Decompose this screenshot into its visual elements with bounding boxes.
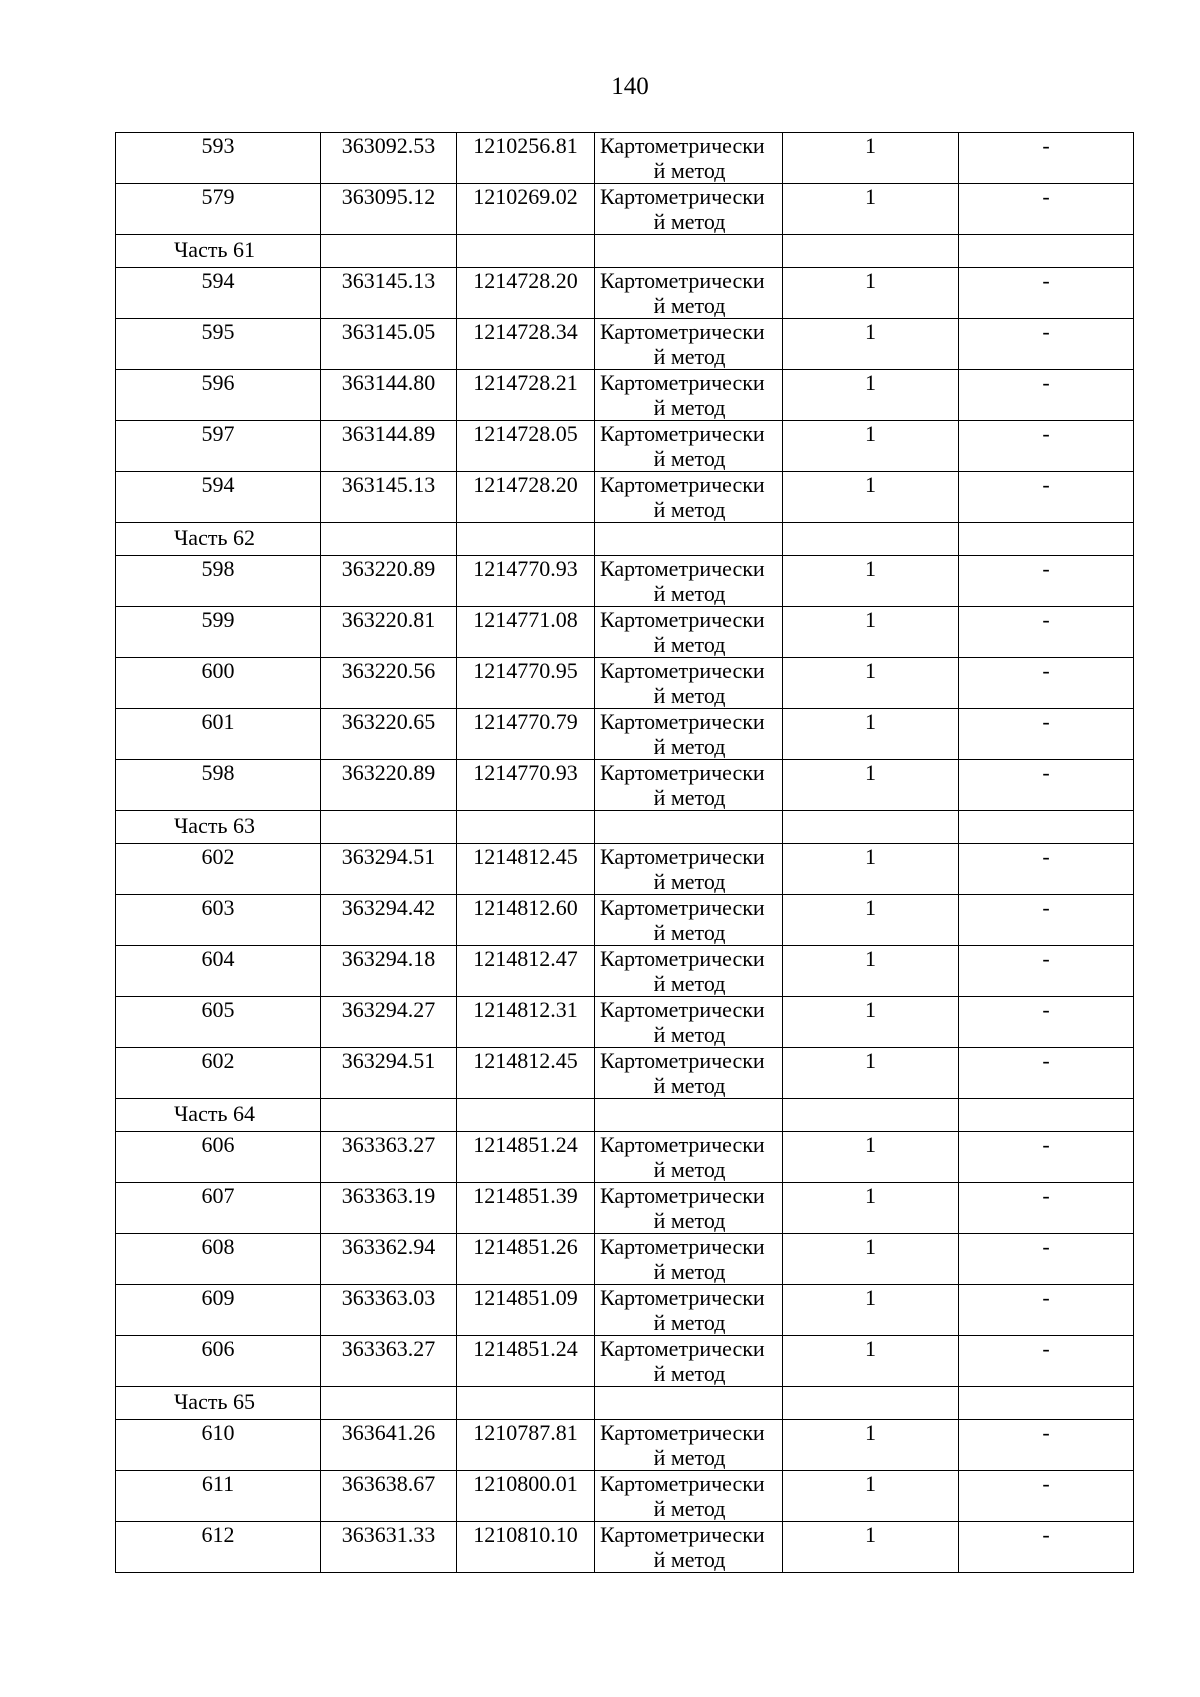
method-cell: [595, 1522, 783, 1573]
method-cell: [595, 1234, 783, 1285]
method-text-line1: Картометрически: [600, 946, 765, 971]
y-coordinate-cell: 1214770.93: [457, 556, 595, 607]
y-coordinate-cell: 1214771.08: [457, 607, 595, 658]
method-text-line2: й метод: [653, 395, 726, 419]
y-coordinate-cell: 1210800.01: [457, 1471, 595, 1522]
table-row: [116, 1336, 1134, 1387]
method-text-line1: Картометрически: [600, 1132, 765, 1157]
note-cell: -: [959, 1234, 1134, 1285]
empty-cell: [457, 811, 595, 844]
x-coordinate-cell: 363095.12: [321, 184, 457, 235]
y-coordinate-cell: 1214812.47: [457, 946, 595, 997]
method-text-line2: й метод: [653, 971, 726, 995]
method-text-line1: Картометрически: [600, 1336, 765, 1361]
point-number-cell: 604: [116, 946, 321, 997]
y-coordinate-cell: 1210269.02: [457, 184, 595, 235]
note-cell: -: [959, 268, 1134, 319]
empty-cell: [457, 1099, 595, 1132]
table-row: [116, 1285, 1134, 1336]
table-row: [116, 556, 1134, 607]
empty-cell: [321, 523, 457, 556]
point-number-cell: 579: [116, 184, 321, 235]
method-text-line2: й метод: [653, 1496, 726, 1520]
note-cell: -: [959, 319, 1134, 370]
method-text-line1: Картометрически: [600, 760, 765, 785]
table-row: [116, 1420, 1134, 1471]
y-coordinate-cell: 1214851.24: [457, 1336, 595, 1387]
point-number-cell: 603: [116, 895, 321, 946]
accuracy-cell: 1: [783, 997, 959, 1048]
note-cell: -: [959, 658, 1134, 709]
note-cell: -: [959, 1048, 1134, 1099]
method-cell: [595, 844, 783, 895]
accuracy-cell: 1: [783, 133, 959, 184]
method-text-line2: й метод: [653, 1208, 726, 1232]
x-coordinate-cell: 363144.80: [321, 370, 457, 421]
table-row: [116, 421, 1134, 472]
part-header-row: [116, 811, 1134, 844]
part-label: Часть 65: [116, 1387, 321, 1420]
empty-cell: [595, 235, 783, 268]
table-row: [116, 1471, 1134, 1522]
x-coordinate-cell: 363294.51: [321, 1048, 457, 1099]
x-coordinate-cell: 363220.89: [321, 556, 457, 607]
accuracy-cell: 1: [783, 709, 959, 760]
method-cell: [595, 1420, 783, 1471]
accuracy-cell: 1: [783, 268, 959, 319]
method-text-line1: Картометрически: [600, 184, 765, 209]
note-cell: -: [959, 1471, 1134, 1522]
method-text-line2: й метод: [653, 785, 726, 809]
method-text-line1: Картометрически: [600, 1234, 765, 1259]
empty-cell: [457, 523, 595, 556]
method-cell: [595, 268, 783, 319]
point-number-cell: 597: [116, 421, 321, 472]
table-row: [116, 658, 1134, 709]
method-cell: [595, 1048, 783, 1099]
point-number-cell: 598: [116, 556, 321, 607]
accuracy-cell: 1: [783, 1048, 959, 1099]
accuracy-cell: 1: [783, 421, 959, 472]
method-cell: [595, 946, 783, 997]
table-row: [116, 319, 1134, 370]
method-text-line2: й метод: [653, 920, 726, 944]
empty-cell: [457, 1387, 595, 1420]
method-cell: [595, 1183, 783, 1234]
y-coordinate-cell: 1214770.95: [457, 658, 595, 709]
y-coordinate-cell: 1214770.93: [457, 760, 595, 811]
y-coordinate-cell: 1214812.31: [457, 997, 595, 1048]
note-cell: -: [959, 184, 1134, 235]
method-text-line2: й метод: [653, 1547, 726, 1571]
method-text-line1: Картометрически: [600, 1522, 765, 1547]
empty-cell: [321, 1387, 457, 1420]
method-cell: [595, 1132, 783, 1183]
accuracy-cell: 1: [783, 1522, 959, 1573]
accuracy-cell: 1: [783, 844, 959, 895]
y-coordinate-cell: 1210810.10: [457, 1522, 595, 1573]
y-coordinate-cell: 1214851.09: [457, 1285, 595, 1336]
point-number-cell: 594: [116, 472, 321, 523]
method-text-line1: Картометрически: [600, 421, 765, 446]
note-cell: -: [959, 556, 1134, 607]
method-cell: [595, 421, 783, 472]
table-row: [116, 1234, 1134, 1285]
empty-cell: [595, 811, 783, 844]
y-coordinate-cell: 1214728.21: [457, 370, 595, 421]
point-number-cell: 598: [116, 760, 321, 811]
x-coordinate-cell: 363294.27: [321, 997, 457, 1048]
method-cell: [595, 709, 783, 760]
table-row: [116, 184, 1134, 235]
x-coordinate-cell: 363638.67: [321, 1471, 457, 1522]
method-cell: [595, 760, 783, 811]
accuracy-cell: 1: [783, 658, 959, 709]
method-cell: [595, 184, 783, 235]
x-coordinate-cell: 363631.33: [321, 1522, 457, 1573]
method-text-line2: й метод: [653, 158, 726, 182]
empty-cell: [783, 1099, 959, 1132]
method-cell: [595, 895, 783, 946]
part-header-row: [116, 235, 1134, 268]
accuracy-cell: 1: [783, 1285, 959, 1336]
note-cell: -: [959, 946, 1134, 997]
method-text-line1: Картометрически: [600, 1285, 765, 1310]
x-coordinate-cell: 363220.89: [321, 760, 457, 811]
table-row: [116, 760, 1134, 811]
x-coordinate-cell: 363294.18: [321, 946, 457, 997]
note-cell: -: [959, 133, 1134, 184]
table-row: [116, 370, 1134, 421]
x-coordinate-cell: 363294.42: [321, 895, 457, 946]
method-text-line2: й метод: [653, 683, 726, 707]
table-row: [116, 997, 1134, 1048]
empty-cell: [783, 1387, 959, 1420]
point-number-cell: 602: [116, 844, 321, 895]
empty-cell: [959, 1387, 1134, 1420]
x-coordinate-cell: 363220.81: [321, 607, 457, 658]
note-cell: -: [959, 1183, 1134, 1234]
method-cell: [595, 556, 783, 607]
note-cell: -: [959, 421, 1134, 472]
method-cell: [595, 370, 783, 421]
note-cell: -: [959, 895, 1134, 946]
point-number-cell: 596: [116, 370, 321, 421]
method-text-line2: й метод: [653, 497, 726, 521]
method-text-line1: Картометрически: [600, 1183, 765, 1208]
accuracy-cell: 1: [783, 184, 959, 235]
coordinates-table: [115, 132, 1134, 1573]
part-header-row: [116, 523, 1134, 556]
point-number-cell: 601: [116, 709, 321, 760]
method-text-line2: й метод: [653, 1361, 726, 1385]
method-text-line1: Картометрически: [600, 472, 765, 497]
accuracy-cell: 1: [783, 556, 959, 607]
y-coordinate-cell: 1214851.24: [457, 1132, 595, 1183]
accuracy-cell: 1: [783, 760, 959, 811]
method-text-line2: й метод: [653, 1073, 726, 1097]
note-cell: -: [959, 1285, 1134, 1336]
empty-cell: [595, 523, 783, 556]
point-number-cell: 609: [116, 1285, 321, 1336]
empty-cell: [321, 1099, 457, 1132]
method-text-line1: Картометрически: [600, 370, 765, 395]
x-coordinate-cell: 363363.19: [321, 1183, 457, 1234]
empty-cell: [321, 811, 457, 844]
point-number-cell: 602: [116, 1048, 321, 1099]
method-text-line1: Картометрически: [600, 709, 765, 734]
accuracy-cell: 1: [783, 1420, 959, 1471]
method-text-line1: Картометрически: [600, 607, 765, 632]
part-header-row: [116, 1099, 1134, 1132]
accuracy-cell: 1: [783, 1336, 959, 1387]
table-row: [116, 1183, 1134, 1234]
x-coordinate-cell: 363092.53: [321, 133, 457, 184]
part-label: Часть 64: [116, 1099, 321, 1132]
table-row: [116, 607, 1134, 658]
part-label: Часть 63: [116, 811, 321, 844]
point-number-cell: 593: [116, 133, 321, 184]
x-coordinate-cell: 363220.65: [321, 709, 457, 760]
empty-cell: [457, 235, 595, 268]
accuracy-cell: 1: [783, 607, 959, 658]
table-row: [116, 133, 1134, 184]
x-coordinate-cell: 363145.13: [321, 472, 457, 523]
x-coordinate-cell: 363145.13: [321, 268, 457, 319]
accuracy-cell: 1: [783, 946, 959, 997]
note-cell: -: [959, 709, 1134, 760]
accuracy-cell: 1: [783, 1132, 959, 1183]
x-coordinate-cell: 363220.56: [321, 658, 457, 709]
point-number-cell: 612: [116, 1522, 321, 1573]
point-number-cell: 611: [116, 1471, 321, 1522]
method-text-line2: й метод: [653, 344, 726, 368]
method-text-line1: Картометрически: [600, 658, 765, 683]
table-row: [116, 1522, 1134, 1573]
note-cell: -: [959, 1336, 1134, 1387]
y-coordinate-cell: 1214728.20: [457, 472, 595, 523]
note-cell: -: [959, 472, 1134, 523]
method-text-line2: й метод: [653, 293, 726, 317]
point-number-cell: 606: [116, 1132, 321, 1183]
x-coordinate-cell: 363363.27: [321, 1132, 457, 1183]
empty-cell: [321, 235, 457, 268]
point-number-cell: 607: [116, 1183, 321, 1234]
method-text-line2: й метод: [653, 632, 726, 656]
accuracy-cell: 1: [783, 319, 959, 370]
part-label: Часть 62: [116, 523, 321, 556]
table-row: [116, 1048, 1134, 1099]
empty-cell: [783, 235, 959, 268]
part-header-row: [116, 1387, 1134, 1420]
method-text-line2: й метод: [653, 1157, 726, 1181]
point-number-cell: 606: [116, 1336, 321, 1387]
y-coordinate-cell: 1214812.45: [457, 1048, 595, 1099]
method-text-line1: Картометрически: [600, 1420, 765, 1445]
accuracy-cell: 1: [783, 1471, 959, 1522]
point-number-cell: 599: [116, 607, 321, 658]
table-row: [116, 472, 1134, 523]
page-number: 140: [611, 73, 649, 100]
y-coordinate-cell: 1210787.81: [457, 1420, 595, 1471]
method-text-line2: й метод: [653, 1022, 726, 1046]
method-text-line2: й метод: [653, 1259, 726, 1283]
note-cell: -: [959, 1522, 1134, 1573]
method-cell: [595, 319, 783, 370]
table-row: [116, 946, 1134, 997]
method-text-line1: Картометрически: [600, 895, 765, 920]
empty-cell: [959, 235, 1134, 268]
empty-cell: [959, 523, 1134, 556]
method-text-line1: Картометрически: [600, 268, 765, 293]
y-coordinate-cell: 1214728.05: [457, 421, 595, 472]
y-coordinate-cell: 1214812.45: [457, 844, 595, 895]
method-text-line1: Картометрически: [600, 133, 765, 158]
empty-cell: [959, 1099, 1134, 1132]
method-text-line1: Картометрически: [600, 844, 765, 869]
y-coordinate-cell: 1214851.26: [457, 1234, 595, 1285]
method-text-line2: й метод: [653, 209, 726, 233]
method-cell: [595, 607, 783, 658]
method-text-line2: й метод: [653, 1310, 726, 1334]
y-coordinate-cell: 1214728.20: [457, 268, 595, 319]
x-coordinate-cell: 363145.05: [321, 319, 457, 370]
table-row: [116, 844, 1134, 895]
note-cell: -: [959, 844, 1134, 895]
x-coordinate-cell: 363362.94: [321, 1234, 457, 1285]
method-cell: [595, 1471, 783, 1522]
empty-cell: [783, 523, 959, 556]
empty-cell: [595, 1099, 783, 1132]
method-text-line1: Картометрически: [600, 1048, 765, 1073]
table-row: [116, 268, 1134, 319]
method-cell: [595, 133, 783, 184]
point-number-cell: 605: [116, 997, 321, 1048]
empty-cell: [783, 811, 959, 844]
method-cell: [595, 997, 783, 1048]
method-cell: [595, 658, 783, 709]
method-text-line1: Картометрически: [600, 997, 765, 1022]
note-cell: -: [959, 1132, 1134, 1183]
x-coordinate-cell: 363144.89: [321, 421, 457, 472]
empty-cell: [959, 811, 1134, 844]
table-row: [116, 1132, 1134, 1183]
method-text-line1: Картометрически: [600, 1471, 765, 1496]
x-coordinate-cell: 363363.27: [321, 1336, 457, 1387]
accuracy-cell: 1: [783, 1234, 959, 1285]
accuracy-cell: 1: [783, 895, 959, 946]
method-cell: [595, 1285, 783, 1336]
y-coordinate-cell: 1214728.34: [457, 319, 595, 370]
y-coordinate-cell: 1214851.39: [457, 1183, 595, 1234]
method-text-line1: Картометрически: [600, 556, 765, 581]
method-text-line2: й метод: [653, 734, 726, 758]
point-number-cell: 600: [116, 658, 321, 709]
x-coordinate-cell: 363641.26: [321, 1420, 457, 1471]
x-coordinate-cell: 363294.51: [321, 844, 457, 895]
method-cell: [595, 1336, 783, 1387]
note-cell: -: [959, 760, 1134, 811]
table-row: [116, 895, 1134, 946]
method-text-line2: й метод: [653, 446, 726, 470]
coordinates-table-body: [116, 133, 1134, 1573]
note-cell: -: [959, 607, 1134, 658]
method-text-line1: Картометрически: [600, 319, 765, 344]
note-cell: -: [959, 997, 1134, 1048]
method-text-line2: й метод: [653, 1445, 726, 1469]
point-number-cell: 610: [116, 1420, 321, 1471]
empty-cell: [595, 1387, 783, 1420]
point-number-cell: 594: [116, 268, 321, 319]
y-coordinate-cell: 1210256.81: [457, 133, 595, 184]
point-number-cell: 595: [116, 319, 321, 370]
y-coordinate-cell: 1214770.79: [457, 709, 595, 760]
accuracy-cell: 1: [783, 1183, 959, 1234]
note-cell: -: [959, 1420, 1134, 1471]
table-row: [116, 709, 1134, 760]
method-text-line2: й метод: [653, 869, 726, 893]
accuracy-cell: 1: [783, 370, 959, 421]
accuracy-cell: 1: [783, 472, 959, 523]
method-cell: [595, 472, 783, 523]
part-label: Часть 61: [116, 235, 321, 268]
y-coordinate-cell: 1214812.60: [457, 895, 595, 946]
method-text-line2: й метод: [653, 581, 726, 605]
point-number-cell: 608: [116, 1234, 321, 1285]
x-coordinate-cell: 363363.03: [321, 1285, 457, 1336]
note-cell: -: [959, 370, 1134, 421]
